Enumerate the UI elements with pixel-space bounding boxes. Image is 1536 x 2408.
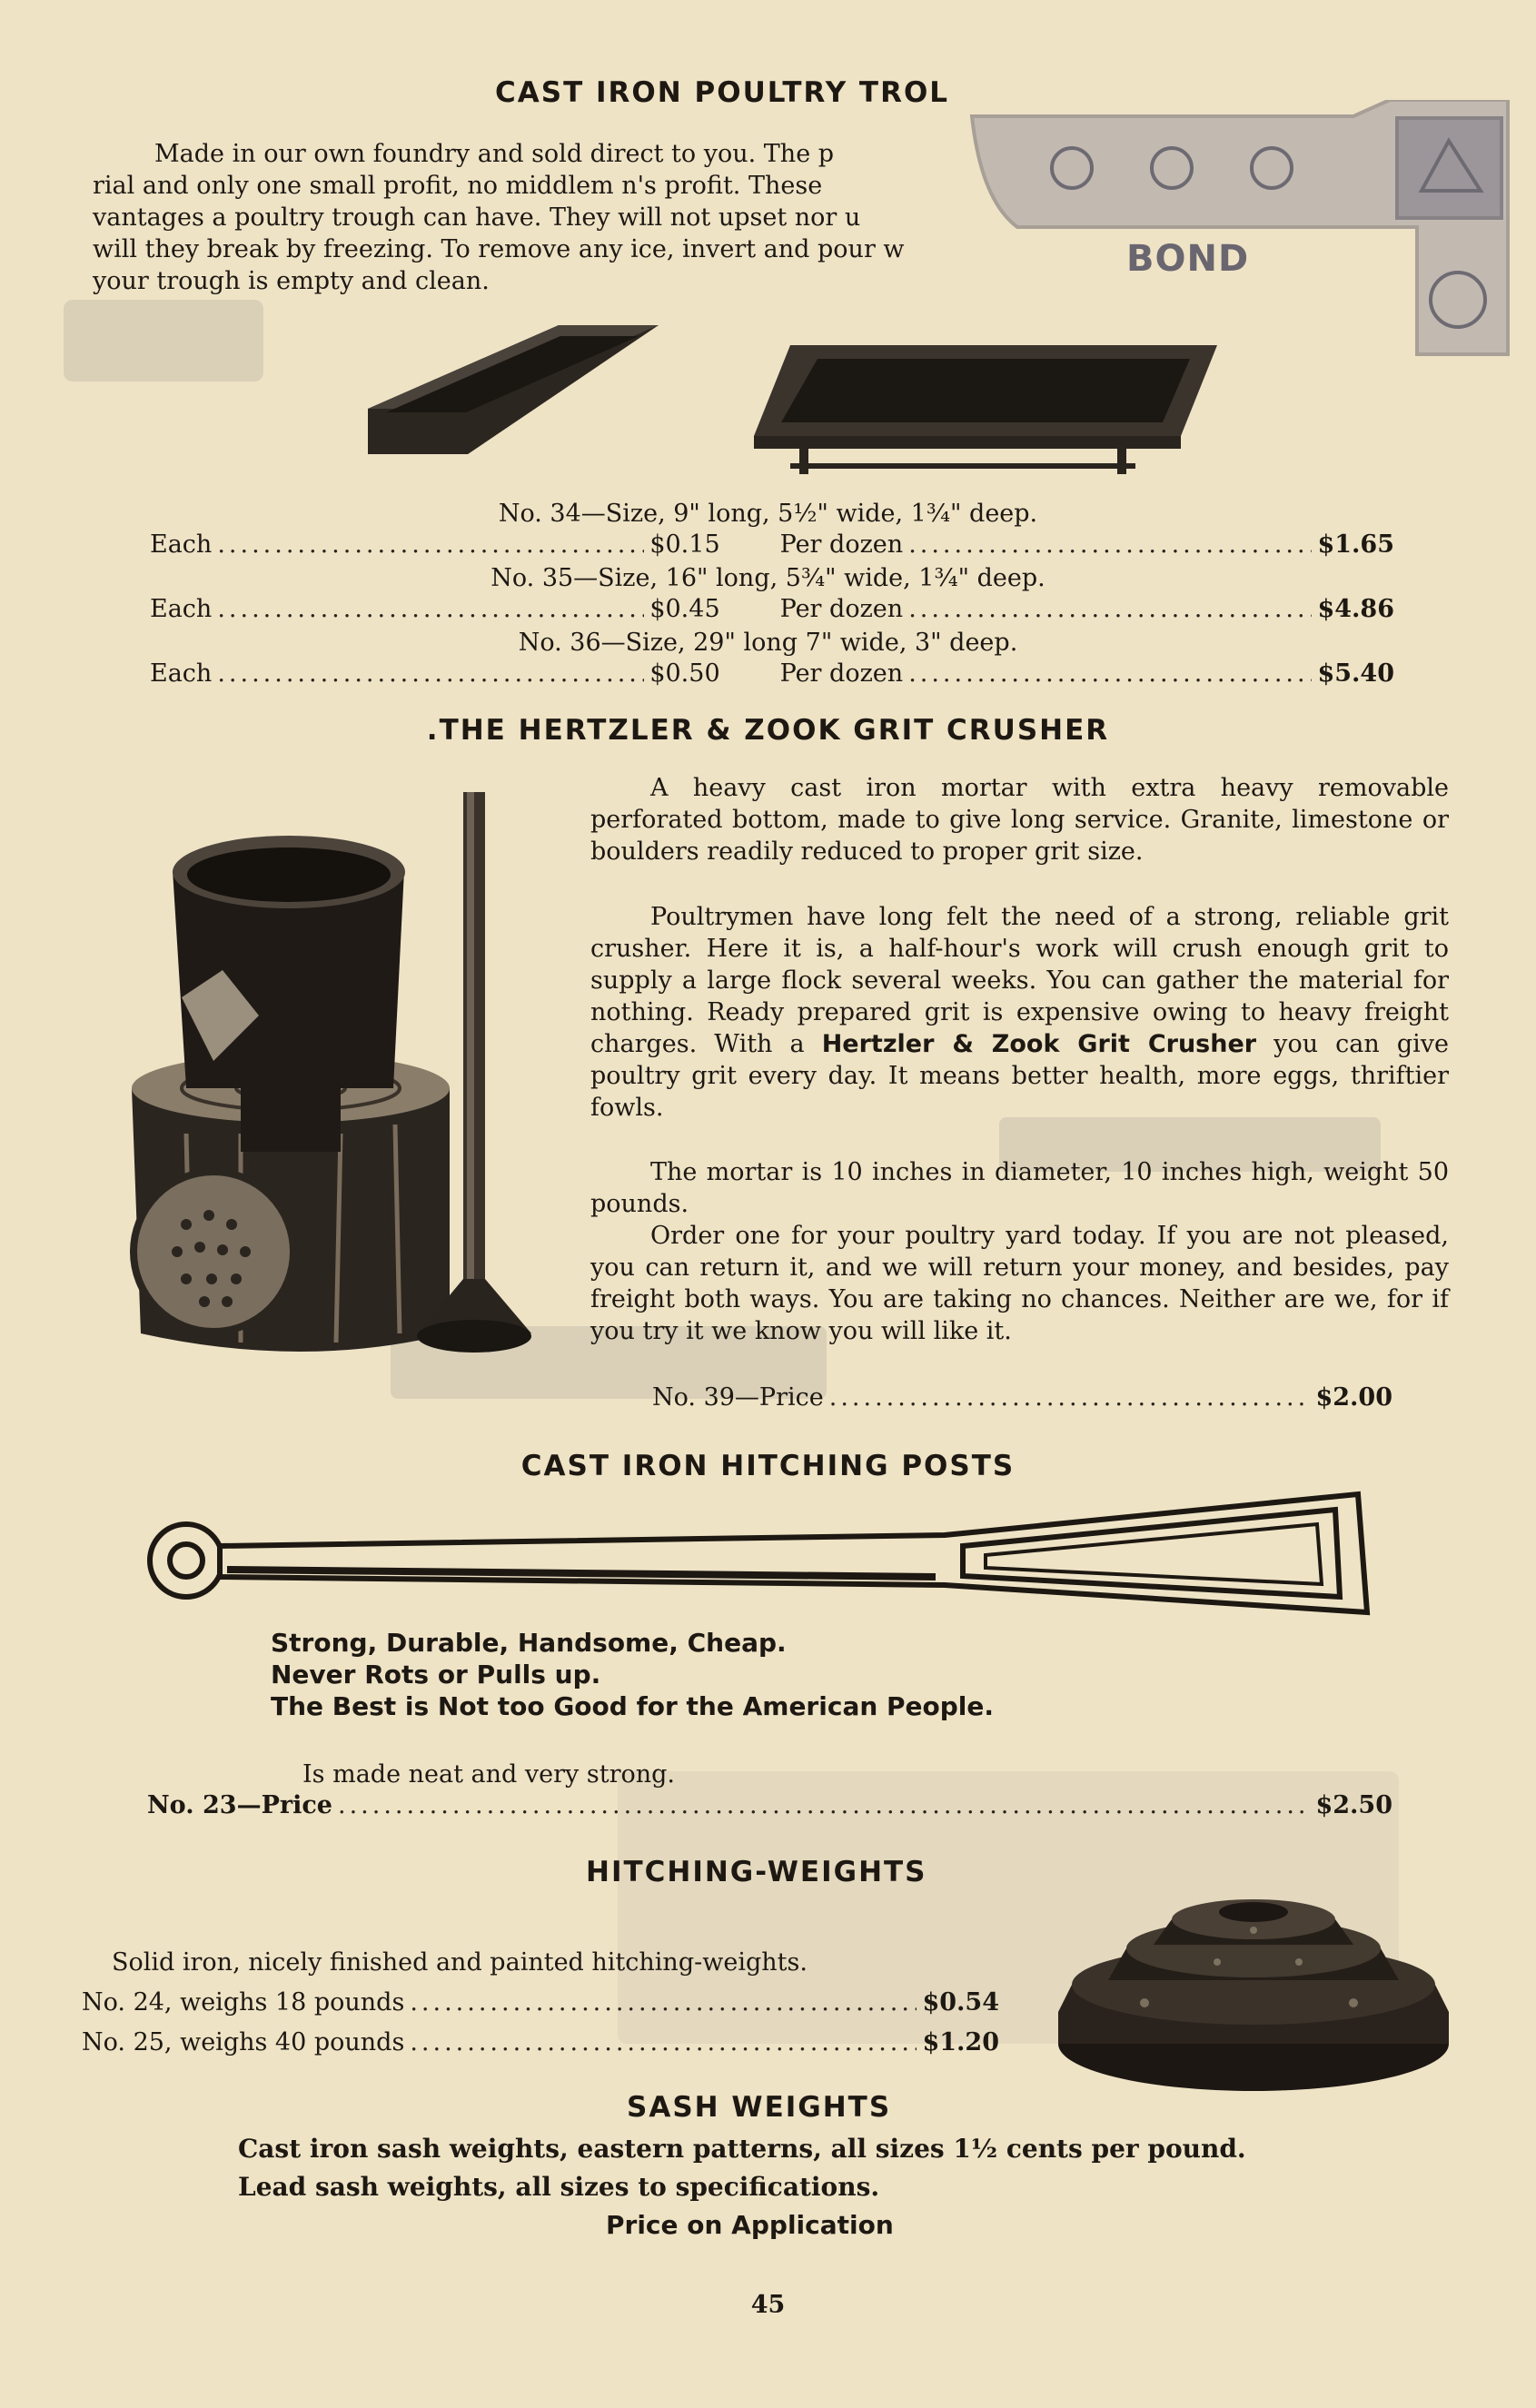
weights-price: $1.20: [922, 2028, 999, 2056]
grit-paragraph-4: Order one for your poultry yard today. If you are not pleased, you can return it, and we will return your money, and besides, pay freight both ways. You are taking no chances. Neither are we, for if you try it we know you will like it.: [590, 1222, 1449, 1345]
grit-p2-end: you can give poultry grit every day. It means better health, more eggs, thriftier fowls.: [590, 1030, 1449, 1122]
trough-size-36: No. 36—Size, 29" long 7" wide, 3" deep.: [518, 629, 1018, 657]
bond-stamp: BOND: [1126, 238, 1250, 280]
hitching-post-illustration: [145, 1490, 1372, 1621]
grit-paragraph-2: [590, 901, 1449, 1124]
grit-paragraph-3: The mortar is 10 inches in diameter, 10 inches high, weight 50 pounds.: [590, 1158, 1449, 1218]
trough-size-34: No. 34—Size, 9" long, 5½" wide, 1¾" deep.: [498, 500, 1038, 528]
trough-large-illustration: [754, 336, 1217, 477]
trough-price-row-35: [150, 595, 1394, 623]
intro-line: Made in our own foundry and sold direct to you. The p: [154, 140, 835, 168]
weights-description: Solid iron, nicely finished and painted hitching-weights.: [112, 1948, 808, 1977]
grit-crusher-illustration: [104, 788, 540, 1370]
trough-small-illustration: [368, 318, 659, 463]
sash-line-3: Price on Application: [606, 2210, 894, 2240]
posts-slogan-2: Never Rots or Pulls up.: [271, 1660, 601, 1690]
dozen-price: $5.40: [1317, 659, 1394, 688]
dozen-price: $4.86: [1317, 595, 1394, 623]
intro-line: your trough is empty and clean.: [93, 267, 490, 295]
each-price: $0.45: [649, 595, 720, 623]
weights-label: No. 25, weighs 40 pounds: [82, 2028, 405, 2056]
posts-price: $2.50: [1315, 1791, 1392, 1819]
weights-row-24: [82, 1988, 999, 2017]
page-number: 45: [750, 2291, 786, 2319]
weights-label: No. 24, weighs 18 pounds: [82, 1988, 405, 2017]
trough-price-row-36: [150, 659, 1394, 688]
posts-title: CAST IRON HITCHING POSTS: [520, 1450, 1016, 1482]
each-label: Each: [150, 659, 213, 688]
dozen-label: Per dozen: [779, 659, 904, 688]
grit-brand-name: Hertzler & Zook Grit Crusher: [821, 1030, 1257, 1058]
grit-price-row: [652, 1383, 1392, 1412]
grit-price-label: No. 39—Price: [652, 1383, 824, 1412]
intro-line: vantages a poultry trough can have. They will not upset nor u: [93, 203, 861, 232]
trough-size-35: No. 35—Size, 16" long, 5¾" wide, 1¾" deep.: [491, 564, 1045, 592]
sash-title: SASH WEIGHTS: [627, 2091, 892, 2124]
trough-title: CAST IRON POULTRY TROL: [495, 76, 950, 109]
intro-line: rial and only one small profit, no middlem n's profit. These: [93, 172, 823, 200]
each-price: $0.50: [649, 659, 720, 688]
dozen-label: Per dozen: [779, 595, 904, 623]
dozen-price: $1.65: [1317, 530, 1394, 559]
grit-paragraph-1: A heavy cast iron mortar with extra heavy removable perforated bottom, made to give long service. Granite, limestone or boulders readily reduced to proper grit size.: [590, 774, 1449, 866]
grit-price: $2.00: [1315, 1383, 1392, 1412]
trough-price-row-34: [150, 530, 1394, 559]
intro-line: will they break by freezing. To remove any ice, invert and pour w: [93, 235, 905, 263]
sash-line-1: Cast iron sash weights, eastern patterns, all sizes 1½ cents per pound.: [238, 2134, 1246, 2164]
sash-line-2: Lead sash weights, all sizes to specifications.: [238, 2172, 880, 2202]
each-label: Each: [150, 530, 213, 559]
posts-description: Is made neat and very strong.: [302, 1760, 675, 1789]
each-price: $0.15: [649, 530, 720, 559]
hitching-weight-illustration: [1054, 1885, 1453, 2094]
posts-price-row: [147, 1791, 1392, 1819]
posts-price-label: No. 23—Price: [147, 1791, 332, 1819]
weights-title: HITCHING-WEIGHTS: [586, 1856, 927, 1888]
dozen-label: Per dozen: [779, 530, 904, 559]
each-label: Each: [150, 595, 213, 623]
grit-p2-start: Poultrymen have long felt the need of a strong, reliable grit crusher. Here it is, a half-hour's work will crush enough grit to supply a large flock several weeks. You can gather the material for nothing. Ready prepared grit is expensive owing to heavy freight charges. With a: [590, 903, 1449, 1058]
posts-slogan-3: The Best is Not too Good for the American People.: [271, 1691, 995, 1721]
weights-row-25: [82, 2028, 999, 2056]
posts-slogan-1: Strong, Durable, Handsome, Cheap.: [271, 1628, 787, 1658]
grit-title: .THE HERTZLER & ZOOK GRIT CRUSHER: [426, 714, 1110, 747]
weights-price: $0.54: [922, 1988, 999, 2017]
